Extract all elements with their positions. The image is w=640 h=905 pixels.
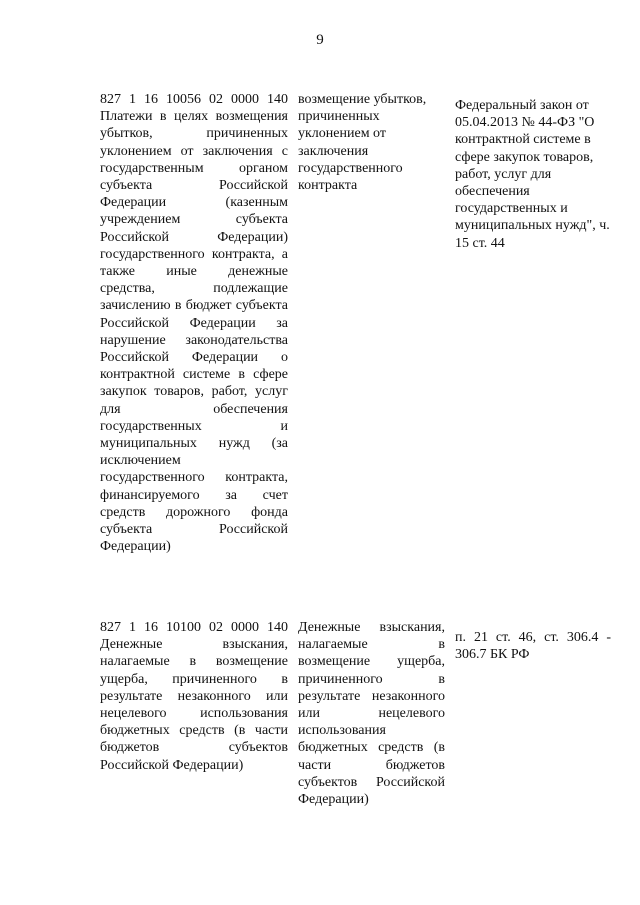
income-name: Денежные взыскания, налагаемые в возмещение ущерба, причиненного в результате незаконного или нецелевого использования бюджетных средств (в части бюджетов субъектов Российской Федерации) [100, 637, 288, 773]
income-short-name: возмещение убытков, причиненных уклонением от заключения государственного контракта [298, 92, 427, 194]
income-name: Платежи в целях возмещения убытков, причиненных уклонением от заключения с государственным органом субъекта Российской Федерации (казенным учреждением субъекта Российской Федерации) государственного контракта, а также иные денежные средства, подлежащие зачислению в бюджет субъекта Российской Федерации за нарушение законодательства Российской Федерации о контрактной системе в сфере закупок товаров, работ, услуг для обеспечения государственных и муниципальных нужд (за исключением государственного контракта, финансируемого за счет средств дорожного фонда субъекта Российской Федерации) [100, 109, 288, 555]
income-short-name-cell [298, 91, 445, 194]
legal-basis-cell [455, 97, 611, 252]
income-short-name-cell [298, 619, 445, 808]
page-number: 9 [316, 32, 324, 48]
legal-basis: Федеральный закон от 05.04.2013 № 44-ФЗ "О контрактной системе в сфере закупок товаров, работ, услуг для обеспечения государственных и муниципальных нужд", ч. 15 ст. 44 [455, 98, 610, 251]
income-code-cell [100, 91, 288, 555]
legal-basis-cell [455, 629, 611, 663]
legal-basis: п. 21 ст. 46, ст. 306.4 - 306.7 БК РФ [455, 630, 611, 663]
income-short-name: Денежные взыскания, налагаемые в возмещение ущерба, причиненного в результате незаконного или нецелевого использования бюджетных средств (в части бюджетов субъектов Российской Федерации) [298, 620, 445, 808]
income-code: 827 1 16 10100 02 0000 140 [100, 620, 288, 635]
income-code-cell [100, 619, 288, 774]
income-code: 827 1 16 10056 02 0000 140 [100, 92, 288, 107]
